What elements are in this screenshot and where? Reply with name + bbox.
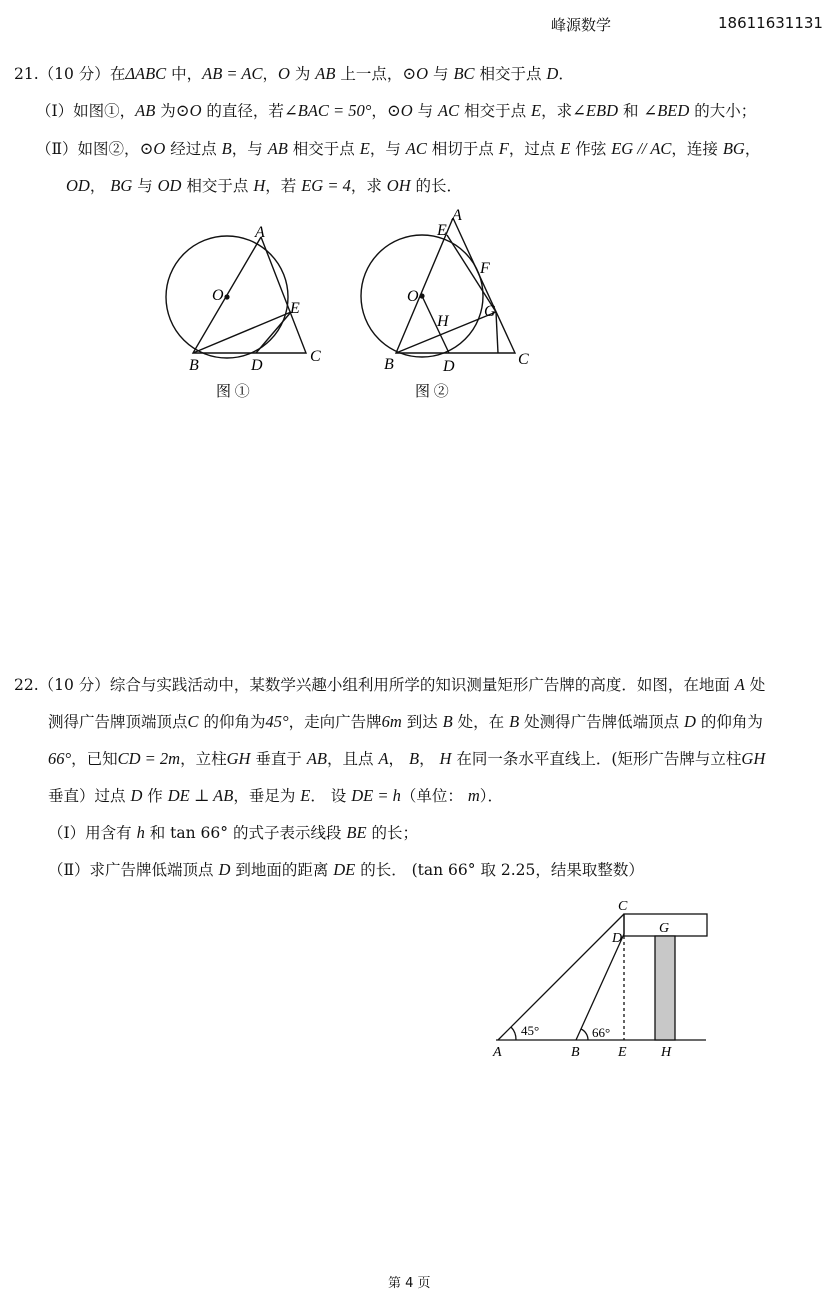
fig1-label-b: B [189,357,199,374]
fig2-label-e: E [437,222,447,239]
math-expression: ⊙O [139,139,166,158]
text-segment: ，已知 [71,750,118,768]
fig3-angle-a: 45° [521,1023,540,1038]
text-segment: ，与 [231,140,268,158]
text-segment: （单位： [400,787,468,805]
text-segment: 到达 [401,713,443,731]
q21-part2-text-1 [78,140,761,158]
text-segment: 经过点 [165,140,222,158]
fig2-label-f: F [480,260,490,277]
text-segment: ． [558,65,574,83]
math-expression: ⊙O [402,64,429,83]
text-segment: ， [89,177,111,195]
fig2-label-b: B [384,356,394,373]
math-expression: AB [267,139,288,158]
q22-line-1 [14,675,765,695]
math-expression: E [359,139,370,158]
text-segment: 相交于点 [181,177,254,195]
header-phone: 18611631131 [718,14,823,32]
text-segment: 相切于点 [426,140,499,158]
fig3-label-a: A [493,1045,502,1060]
math-expression: GH [226,749,251,768]
text-segment: 的直径，若 [201,102,284,120]
math-expression: ∠EBD [572,101,619,120]
math-expression: AC [438,101,460,120]
q21-part2-line2 [66,176,462,196]
math-expression: E [300,786,311,805]
text-segment: 求广告牌低端顶点 [89,861,219,879]
fig1-triangle [193,237,306,353]
text-segment: 在同一条水平直线上．(矩形广告牌与立柱 [451,750,742,768]
math-expression: ⊙O [386,101,413,120]
math-expression: DE ⊥ AB [167,786,234,805]
fig2-label-o: O [407,288,419,305]
math-expression: ∠BAC = 50° [283,101,372,120]
fig2-caption: 图 ② [415,384,449,400]
math-expression: m [467,786,480,805]
text-segment: 如图②， [77,140,140,158]
q22-part1-text [85,824,418,842]
math-expression: H [253,176,266,195]
math-expression: D [684,712,696,731]
math-expression: OD [66,176,90,195]
text-segment: ， [388,750,409,768]
fig3-label-e: E [618,1045,627,1060]
fig1-label-e: E [290,300,300,317]
math-expression: 6m [381,712,402,731]
fig1-label-o: O [212,287,224,304]
math-expression: AB [306,749,327,768]
text-segment: ，走向广告牌 [288,713,382,731]
text-segment: 和 tan 66° 的式子表示线段 [144,824,347,842]
q21-part1-text [73,102,756,120]
q21-part2-line1 [36,139,760,159]
math-expression: EG // AC [611,139,672,158]
math-expression: BG [722,139,745,158]
q22-number: 22. [14,676,39,694]
q22-line-3 [48,749,765,769]
math-expression: 66° [48,749,72,768]
math-expression: O [277,64,290,83]
fig3-angle-arc-a [511,1027,516,1040]
text-segment: 处测得广告牌低端顶点 [519,713,685,731]
fig2-center-dot [419,293,424,298]
text-segment: 处，在 [452,713,510,731]
fig3-angle-arc-b [581,1029,588,1040]
math-expression: H [439,749,452,768]
text-segment: ， [262,65,278,83]
q21-stem-line [14,64,574,84]
fig1-label-c: C [310,348,321,365]
text-segment: 相交于点 [287,140,360,158]
text-segment: ，求 [541,102,573,120]
q22-part2-text [90,861,644,879]
q21-part1-label: （Ⅰ） [36,102,74,120]
text-segment: 综合与实践活动中，某数学兴趣小组利用所学的知识测量矩形广告牌的高度．如图，在地面 [109,676,735,694]
text-segment: 与 [428,65,454,83]
q21-part2-label: （Ⅱ） [36,140,78,158]
text-segment: 上一点， [335,65,403,83]
text-segment: ，若 [265,177,302,195]
math-expression: EG = 4 [301,176,351,195]
text-segment: 作弦 [570,140,612,158]
text-segment: ，且点 [327,750,379,768]
math-expression: AC [405,139,427,158]
fig1-center-dot [224,294,229,299]
text-segment: ，过点 [508,140,561,158]
text-segment: 的大小； [689,102,757,120]
text-segment: ， [371,102,387,120]
math-expression: D [218,860,231,879]
q21-figure-2 [355,204,545,404]
text-segment: 垂直于 [250,750,307,768]
q22-points: （10 分） [38,676,110,694]
math-expression: E [531,101,542,120]
math-expression: 45° [265,712,289,731]
math-expression: A [734,675,745,694]
text-segment: 为 [155,102,176,120]
fig2-label-a: A [452,207,462,224]
text-segment: 的仰角为 [695,713,763,731]
text-segment: 和 [618,102,644,120]
math-expression: BG [110,176,133,195]
q21-points: （10 分） [38,65,110,83]
text-segment: 中， [166,65,203,83]
q22-part2-label: （Ⅱ） [48,861,90,879]
text-segment: 为 [289,65,316,83]
text-segment: 的长． [410,177,463,195]
q22-figure [488,894,718,1064]
math-expression: OD [157,176,182,195]
q22-part1-line [48,823,418,843]
text-segment: 与 [132,177,158,195]
q22-line-2 [48,712,763,732]
math-expression: D [130,786,143,805]
text-segment: ，求 [350,177,387,195]
fig1-label-d: D [251,357,263,374]
q22-part2-line [48,860,644,880]
text-segment: 在 [109,65,126,83]
fig3-label-d: D [612,931,623,946]
text-segment: 用含有 [85,824,137,842]
fig2-segment-gc [496,312,498,353]
text-segment: 测得广告牌顶端顶点 [48,713,188,731]
fig2-label-g: G [484,303,496,320]
math-expression: D [546,64,559,83]
text-segment: ， [744,140,761,158]
fig1-caption: 图 ① [216,384,250,400]
math-expression: DE = h [351,786,401,805]
math-expression: OH [386,176,411,195]
fig2-label-c: C [518,351,529,368]
math-expression: GH [741,749,766,768]
text-segment: 与 [412,102,439,120]
math-expression: ∠BED [643,101,690,120]
q21-figure-1 [160,212,340,402]
fig3-pillar [655,936,675,1040]
math-expression: F [498,139,509,158]
fig2-label-h: H [437,313,449,330]
math-expression: AB [135,101,156,120]
text-segment: 到地面的距离 [230,861,334,879]
text-segment: ，立柱 [180,750,227,768]
text-segment: 作 [142,787,168,805]
math-expression: B [408,749,420,768]
text-segment: 的长； [366,824,418,842]
q21-part1-line [36,101,756,121]
q22-part1-label: （Ⅰ） [48,824,86,842]
math-expression: AB = AC [202,64,263,83]
math-expression: BE [346,823,367,842]
math-expression: ⊙O [175,101,202,120]
math-expression: ΔABC [125,64,167,83]
text-segment: ，垂足为 [233,787,301,805]
math-expression: h [136,823,145,842]
text-segment: 的长． (tan 66° 取 2.25，结果取整数） [355,861,644,879]
text-segment: ）． [479,787,503,805]
fig2-label-d: D [443,358,455,375]
text-segment: 相交于点 [474,65,547,83]
math-expression: AB [315,64,336,83]
text-segment: ， [419,750,440,768]
math-expression: B [442,712,453,731]
fig3-label-b: B [571,1045,580,1060]
fig3-label-h: H [661,1045,672,1060]
math-expression: A [378,749,389,768]
text-segment: 垂直）过点 [48,787,131,805]
fig3-label-c: C [618,899,628,914]
fig1-label-a: A [255,224,265,241]
text-segment: 相交于点 [459,102,531,120]
math-expression: CD = 2m [117,749,181,768]
math-expression: C [187,712,199,731]
text-segment: ． 设 [310,787,352,805]
q22-line-4 [48,786,503,806]
q21-stem [110,65,574,83]
q21-number: 21. [14,65,39,83]
text-segment: 处 [744,676,766,694]
fig3-angle-b: 66° [592,1025,611,1040]
text-segment: 的仰角为 [198,713,266,731]
fig3-label-g: G [659,921,670,936]
math-expression: DE [333,860,356,879]
text-segment: 如图①， [73,102,136,120]
text-segment: ，与 [369,140,406,158]
q22-line-1-text [110,676,765,694]
math-expression: B [221,139,232,158]
math-expression: E [560,139,571,158]
header-brand: 峰源数学 [551,16,612,34]
math-expression: B [509,712,520,731]
math-expression: BC [453,64,475,83]
fig1-segment-ed [256,312,291,353]
text-segment: ，连接 [671,140,723,158]
page-number: 第 4 页 [388,1276,431,1291]
